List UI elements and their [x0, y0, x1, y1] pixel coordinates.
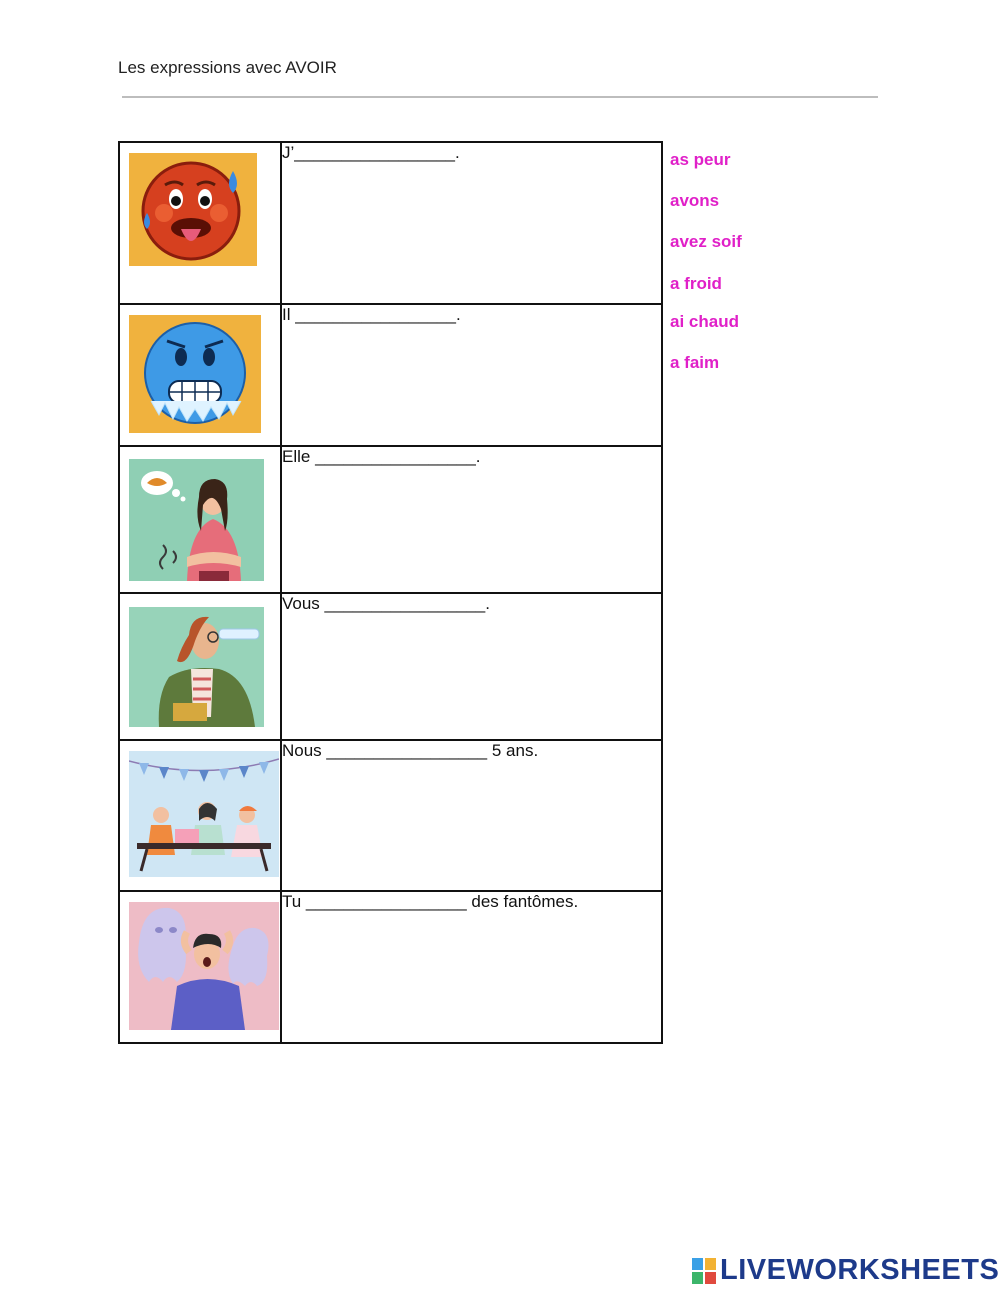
scared-boy-ghosts-illustration-image	[129, 902, 279, 1030]
thirsty-woman-drinking-illustration-image	[129, 607, 264, 727]
sentence-cell[interactable]: Elle _________________.	[281, 446, 662, 593]
page-title: Les expressions avec AVOIR	[118, 58, 337, 77]
exercise-table	[118, 141, 663, 1044]
word-bank-item[interactable]: avez soif	[670, 232, 742, 251]
word-bank-item[interactable]: ai chaud	[670, 312, 739, 331]
table-row	[119, 740, 662, 891]
liveworksheets-logo-icon	[692, 1258, 716, 1284]
sentence-cell[interactable]: Nous _________________ 5 ans.	[281, 740, 662, 891]
image-cell	[119, 891, 281, 1043]
brand-name: LIVEWORKSHEETS	[720, 1254, 1000, 1286]
word-bank-item[interactable]: as peur	[670, 150, 731, 169]
hungry-woman-illustration-image	[129, 459, 264, 581]
sentence-cell[interactable]: Il _________________.	[281, 304, 662, 446]
cold-face-emoji-image	[129, 315, 261, 433]
table-row	[119, 593, 662, 740]
word-bank-item[interactable]: a faim	[670, 353, 720, 372]
title-divider	[122, 96, 878, 98]
liveworksheets-brand	[692, 1254, 999, 1287]
table-row	[119, 142, 662, 304]
hot-face-emoji-image	[129, 153, 257, 266]
word-bank-item[interactable]: a froid	[670, 274, 722, 293]
image-cell	[119, 446, 281, 593]
image-cell	[119, 142, 281, 304]
table-row	[119, 891, 662, 1043]
sentence-cell[interactable]: Vous _________________.	[281, 593, 662, 740]
sentence-cell[interactable]: Tu _________________ des fantômes.	[281, 891, 662, 1043]
image-cell	[119, 740, 281, 891]
image-cell	[119, 304, 281, 446]
image-cell	[119, 593, 281, 740]
birthday-party-illustration-image	[129, 751, 279, 877]
sentence-cell[interactable]: J’_________________.	[281, 142, 662, 304]
table-row	[119, 304, 662, 446]
word-bank-item[interactable]: avons	[670, 191, 720, 210]
table-row	[119, 446, 662, 593]
